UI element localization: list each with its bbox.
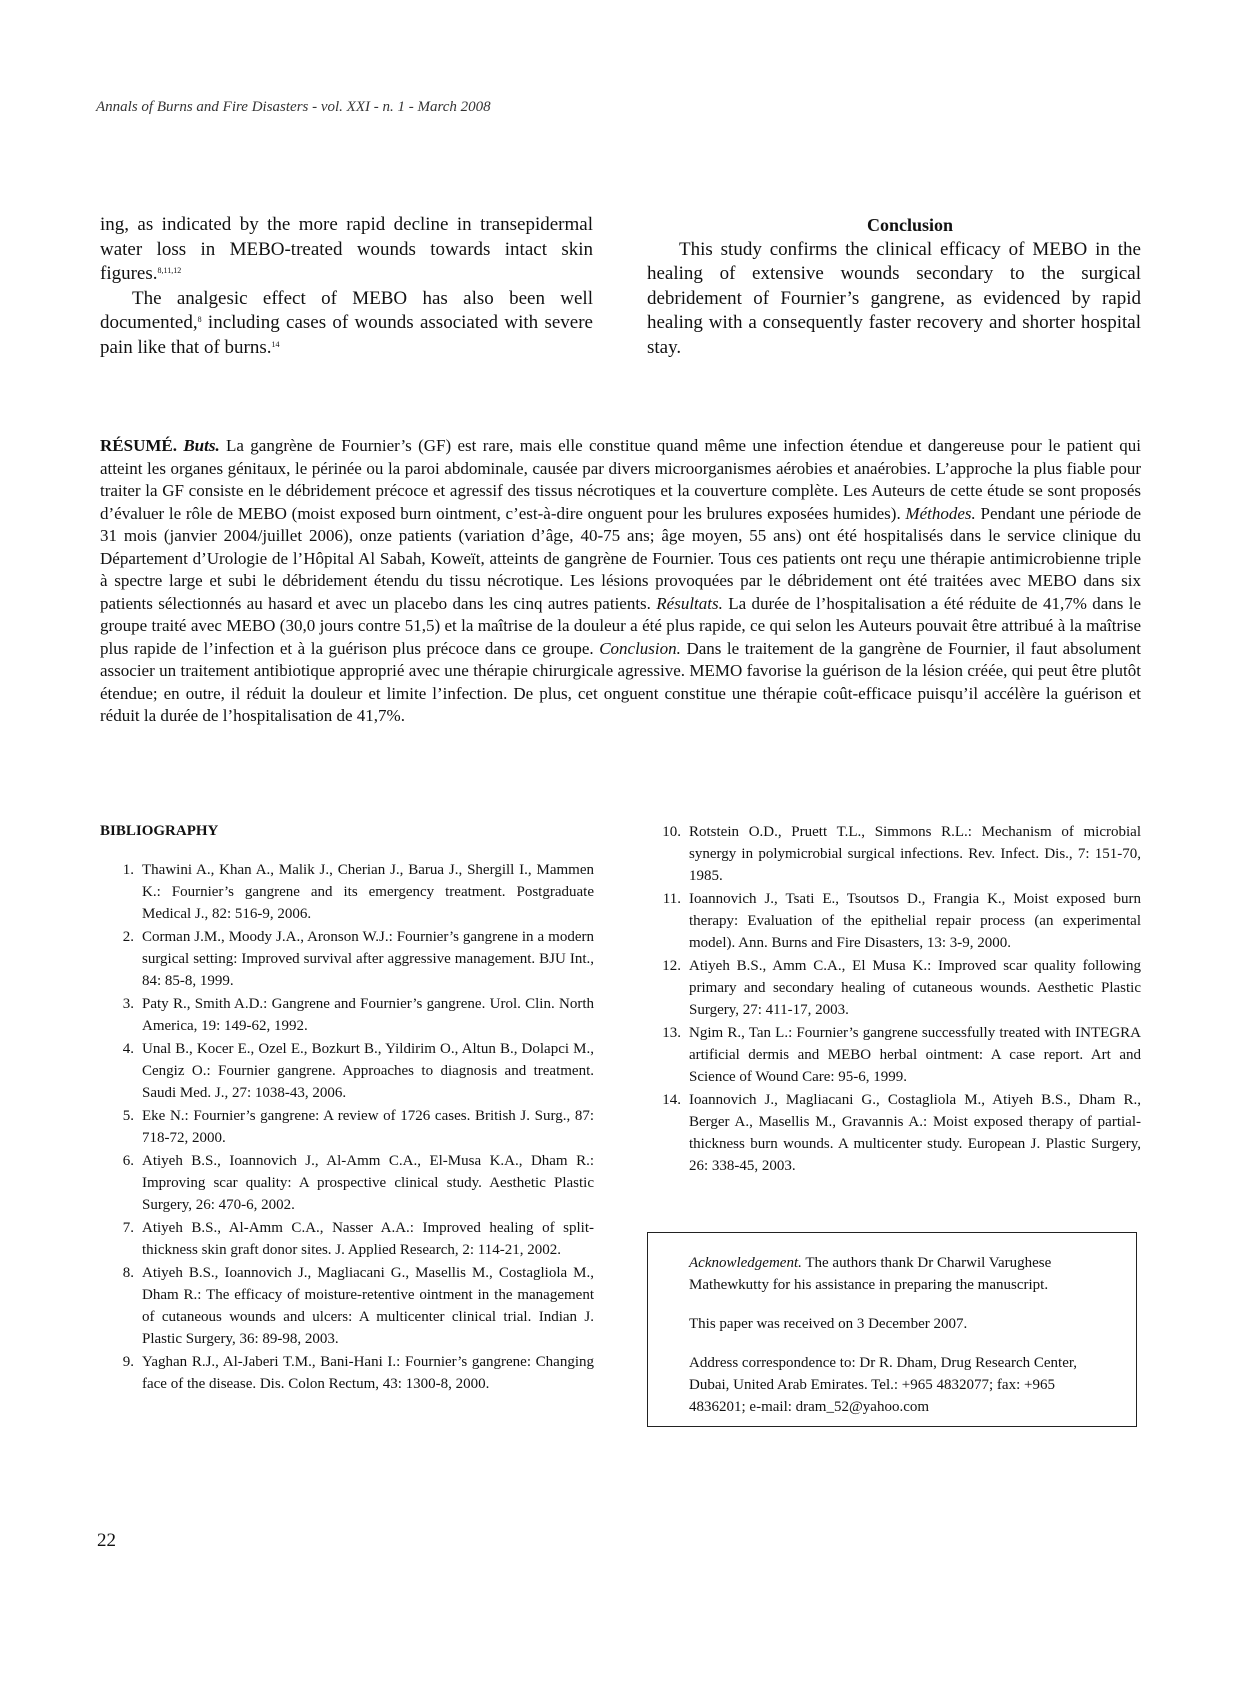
left-column — [100, 213, 593, 360]
resume-label: RÉSUMÉ. — [100, 436, 177, 455]
reference-item — [647, 888, 1141, 954]
paragraph-text: The analgesic effect of MEBO has also been well documented, — [100, 287, 593, 333]
resume-methodes: Pendant une période de 31 mois (janvier 2004/juillet 2006), onze patients (variation d’âge, 40-75 ans; âge moyen, 55 ans) ont été hospitalisés dans le service clinique du Département d’Urologie de l’Hôpital Al Sabah, Koweït, atteints de gangrène de Fournier. Tous ces patients ont reçu une thérapie antimicrobienne triple à spectre large et subi le débridement étendu du tissu nécrotique. Les lésions provoquées par le débridement ont été traitées avec MEBO dans six patients sélectionnés au hasard et avec un placebo dans les cinq autres patients. — [100, 503, 1141, 613]
acknowledgement-paragraph — [689, 1252, 1102, 1296]
reference-item — [647, 955, 1141, 1021]
resume-paragraph — [100, 435, 1141, 728]
paragraph — [100, 213, 593, 287]
acknowledgement-text: The authors thank Dr Charwil Varughese Mathewkutty for his assistance in preparing the manuscript. — [689, 1255, 1052, 1293]
reference-item — [100, 1351, 594, 1395]
resume-conclusion-label: Conclusion. — [599, 638, 681, 658]
reference-text: Atiyeh B.S., Ioannovich J., Al-Amm C.A., El-Musa K.A., Dham R.: Improving scar quality: A prospective clinical study. Aesthetic Plastic Surgery, 26: 470-6, 2002. — [142, 1153, 594, 1213]
reference-text: Atiyeh B.S., Al-Amm C.A., Nasser A.A.: Improved healing of split-thickness skin graft donor sites. J. Applied Research, 2: 114-21, 2002. — [142, 1220, 594, 1258]
reference-text: Ioannovich J., Tsati E., Tsoutsos D., Frangia K., Moist exposed burn therapy: Evaluation of the epithelial repair process (an experimental model). Ann. Burns and Fire Disasters, 13: 3-9, 2000. — [689, 891, 1141, 951]
reference-number: 6. — [122, 1153, 134, 1169]
resume-conclusion: Dans le traitement de la gangrène de Fournier, il faut absolument associer un traitement antibiotique approprié avec une thérapie chirurgicale agressive. MEMO favorise la guérison de la lésion créée, qui peut être plutôt étendue; en outre, il réduit la douleur et limite l’infection. De plus, cet onguent constitue une thérapie coût-efficace puisqu’il accélère la guérison et réduit la durée de l’hospitalisation de 41,7%. — [100, 638, 1141, 725]
reference-text: Thawini A., Khan A., Malik J., Cherian J., Barua J., Shergill I., Mammen K.: Fournier’s gangrene and its emergency treatment. Postgraduate Medical J., 82: 516-9, 2006. — [142, 862, 594, 922]
reference-item — [100, 926, 594, 992]
reference-number: 11. — [662, 891, 681, 907]
reference-list-left — [100, 859, 594, 1396]
paragraph — [100, 287, 593, 361]
paragraph-text: ing, as indicated by the more rapid decline in transepidermal water loss in MEBO-treated wounds towards intact skin figures. — [100, 214, 593, 284]
reference-text: Ngim R., Tan L.: Fournier’s gangrene successfully treated with INTEGRA artificial dermis and MEBO herbal ointment: A case report. Art and Science of Wound Care: 95-6, 1999. — [689, 1025, 1141, 1085]
resume-abstract — [100, 435, 1141, 728]
received-date: This paper was received on 3 December 2007. — [689, 1316, 968, 1332]
resume-resultats-label: Résultats. — [656, 593, 723, 613]
reference-item — [100, 1262, 594, 1350]
acknowledgement-box — [647, 1232, 1137, 1427]
conclusion-paragraph: This study confirms the clinical efficacy of MEBO in the healing of extensive wounds secondary to the surgical debridement of Fournier’s gangrene, as evidenced by rapid healing with a consequently faster recovery and shorter hospital stay. — [647, 238, 1141, 358]
reference-number: 4. — [122, 1041, 134, 1057]
citation: 8,11,12 — [157, 266, 182, 275]
resume-resultats: La durée de l’hospitalisation a été réduite de 41,7% dans le groupe traité avec MEBO (30,0 jours contre 51,5) et la maîtrise de la douleur a été plus rapide, ce qui selon les Auteurs pouvait être attribué à la maîtrise plus rapide de l’infection et à la guérison plus précoce dans ce groupe. — [100, 593, 1141, 658]
reference-item — [647, 821, 1141, 887]
reference-text: Ioannovich J., Magliacani G., Costagliola M., Atiyeh B.S., Dham R., Berger A., Masellis M., Gravannis A.: Moist exposed therapy of partial-thickness burn wounds. A multicenter study. European J. Plastic Surgery, 26: 338-45, 2003. — [689, 1092, 1141, 1174]
reference-text: Paty R., Smith A.D.: Gangrene and Fournier’s gangrene. Urol. Clin. North America, 19: 149-62, 1992. — [142, 996, 594, 1034]
reference-number: 13. — [662, 1025, 681, 1041]
reference-text: Unal B., Kocer E., Ozel E., Bozkurt B., Yildirim O., Altun B., Dolapci M., Cengiz O.: Fournier gangrene. Approaches to diagnosis and treatment. Saudi Med. J., 27: 1038-43, 2006. — [142, 1041, 594, 1101]
running-header: Annals of Burns and Fire Disasters - vol. XXI - n. 1 - March 2008 — [96, 99, 491, 115]
reference-text: Atiyeh B.S., Amm C.A., El Musa K.: Improved scar quality following primary and secondary healing of cutaneous wounds. Aesthetic Plastic Surgery, 27: 411-17, 2003. — [689, 958, 1141, 1018]
citation: 14 — [271, 339, 280, 349]
conclusion-section — [647, 213, 1141, 360]
reference-item — [100, 993, 594, 1037]
resume-buts: La gangrène de Fournier’s (GF) est rare, mais elle constitue quand même une infection étendue et dangereuse pour le patient qui atteint les organes génitaux, le périnée ou la paroi abdominale, causée par divers microorganismes aérobies et anaérobies. L’approche la plus fiable pour traiter la GF consiste en le débridement précoce et agressif des tissus nécrotiques et la couverture complète. Les Auteurs de cette étude se sont proposés d’évaluer le rôle de MEBO (moist exposed burn ointment, c’est-à-dire onguent pour les brulures exposées humides). — [100, 436, 1141, 523]
reference-number: 7. — [122, 1220, 134, 1236]
reference-number: 8. — [122, 1265, 134, 1281]
reference-item — [647, 1022, 1141, 1088]
section-heading: Conclusion — [866, 215, 954, 235]
paragraph-text: including cases of wounds associated with severe pain like that of burns. — [100, 312, 593, 358]
reference-text: Corman J.M., Moody J.A., Aronson W.J.: Fournier’s gangrene in a modern surgical setting: Improved survival after aggressive management. BJU Int., 84: 85-8, 1999. — [142, 929, 594, 989]
reference-text: Atiyeh B.S., Ioannovich J., Magliacani G., Masellis M., Costagliola M., Dham R.: The efficacy of moisture-retentive ointment in the management of cutaneous wounds and ulcers: A multicenter clinical trial. Indian J. Plastic Surgery, 36: 89-98, 2003. — [142, 1265, 594, 1347]
correspondence-address: Address correspondence to: Dr R. Dham, Drug Research Center, Dubai, United Arab Emirates. Tel.: +965 4832077; fax: +965 4836201; e-mail: dram_52@yahoo.com — [689, 1355, 1078, 1415]
reference-item — [100, 1150, 594, 1216]
reference-number: 14. — [662, 1092, 681, 1108]
resume-buts-label: Buts. — [183, 436, 220, 455]
reference-item — [100, 1105, 594, 1149]
reference-list-right — [647, 821, 1141, 1178]
reference-item — [647, 1089, 1141, 1177]
citation: 8 — [197, 315, 202, 324]
acknowledgement-label: Acknowledgement. — [689, 1255, 802, 1271]
bibliography-heading: BIBLIOGRAPHY — [100, 823, 219, 839]
reference-text: Eke N.: Fournier’s gangrene: A review of 1726 cases. British J. Surg., 87: 718-72, 2000. — [142, 1108, 594, 1146]
reference-number: 10. — [662, 824, 681, 840]
reference-number: 2. — [122, 929, 134, 945]
reference-text: Yaghan R.J., Al-Jaberi T.M., Bani-Hani I.: Fournier’s gangrene: Changing face of the disease. Dis. Colon Rectum, 43: 1300-8, 2000. — [142, 1354, 594, 1392]
reference-number: 3. — [122, 996, 134, 1012]
reference-number: 1. — [122, 862, 134, 878]
resume-methodes-label: Méthodes. — [905, 503, 976, 523]
reference-text: Rotstein O.D., Pruett T.L., Simmons R.L.: Mechanism of microbial synergy in polymicrobial surgical infections. Rev. Infect. Dis., 7: 151-70, 1985. — [689, 824, 1141, 884]
reference-number: 9. — [122, 1354, 134, 1370]
page-number: 22 — [97, 1530, 116, 1551]
reference-number: 12. — [662, 958, 681, 974]
reference-item — [100, 1038, 594, 1104]
reference-item — [100, 1217, 594, 1261]
reference-item — [100, 859, 594, 925]
reference-number: 5. — [122, 1108, 134, 1124]
